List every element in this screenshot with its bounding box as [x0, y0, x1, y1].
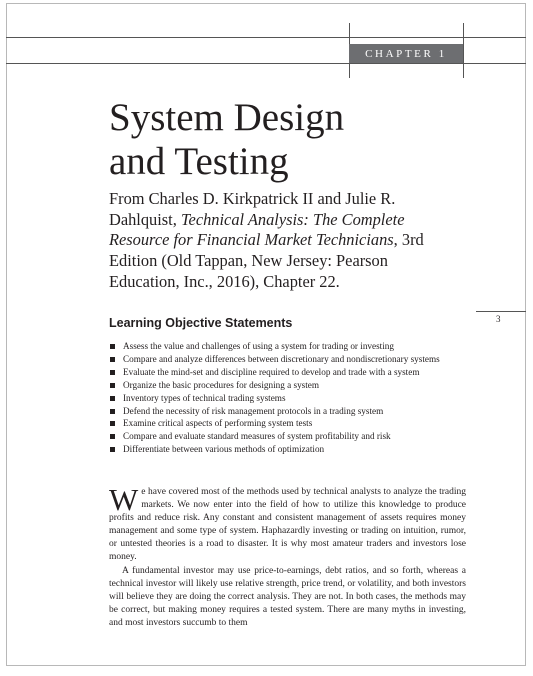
bullet-square-icon [110, 383, 115, 388]
source-citation [109, 189, 459, 293]
tab-right-tick [463, 23, 464, 78]
chapter-title-line2: and Testing [109, 140, 289, 183]
list-item [109, 353, 469, 366]
list-item [109, 417, 469, 430]
list-item-text: Defend the necessity of risk management protocols in a trading system [123, 405, 384, 416]
list-item [109, 379, 469, 392]
paragraph-2: A fundamental investor may use price-to-earnings, debt ratios, and so forth, whereas a technical investor will likely use relative strength, price trend, or volatility, and both investors will believe they are doing the correct analysis. They are not. In both cases, the methods may be correct, but making money requires a tested system. There are many myths in investing, and most investors succumb to them [109, 565, 466, 628]
bullet-square-icon [110, 357, 115, 362]
source-prefix: From Charles D. Kirkpatrick II and Julie R. Dahlquist, [109, 189, 396, 229]
page-number-rule [476, 311, 526, 312]
bullet-square-icon [110, 434, 115, 439]
list-item [109, 392, 469, 405]
learning-objectives-list [109, 340, 469, 456]
paragraph-1-text: e have covered most of the methods used by technical analysts to analyze the trading markets. We now enter into the field of how to utilize this knowledge to produce profits and reduce risk. Any constant and consistent management of assets requires money management and some type of system. Haphazardly investing or trading on intuition, rumor, or untested theories is a road to disaster. It is why most amateur traders and investors lose money. [109, 487, 466, 563]
list-item-text: Compare and evaluate standard measures of system profitability and risk [123, 431, 391, 442]
source-book-title: Technical Analysis: The Complete Resource for Financial Market Technicians [109, 209, 405, 250]
list-item-text: Differentiate between various methods of optimization [123, 444, 325, 455]
page-number: 3 [496, 314, 501, 324]
source-suffix: , 3rd Edition (Old Tappan, New Jersey: Pearson Education, Inc., 2016), Chapter 22. [109, 230, 424, 291]
learning-objectives-heading: Learning Objective Statements [109, 316, 293, 330]
chapter-label: CHAPTER 1 [349, 44, 463, 63]
tab-rule [6, 63, 526, 64]
body-text [109, 482, 466, 630]
bullet-square-icon [110, 370, 115, 375]
bullet-square-icon [110, 396, 115, 401]
drop-cap: W [109, 482, 139, 517]
bullet-square-icon [110, 344, 115, 349]
list-item-text: Evaluate the mind-set and discipline required to develop and trade with a system [123, 366, 420, 377]
bullet-square-icon [110, 409, 115, 414]
list-item-text: Inventory types of technical trading systems [123, 392, 286, 403]
chapter-title [109, 96, 344, 184]
list-item [109, 340, 469, 353]
list-item [109, 443, 469, 456]
top-rule [6, 37, 526, 38]
chapter-title-line1: System Design [109, 96, 345, 139]
list-item [109, 430, 469, 443]
list-item [109, 405, 469, 418]
list-item-text: Assess the value and challenges of using a system for trading or investing [123, 341, 394, 351]
bullet-square-icon [110, 447, 115, 452]
list-item-text: Examine critical aspects of performing system tests [123, 418, 313, 429]
paragraph-1 [109, 482, 466, 565]
bullet-square-icon [110, 421, 115, 426]
list-item-text: Compare and analyze differences between discretionary and nondiscretionary systems [123, 353, 440, 364]
list-item [109, 366, 469, 379]
list-item-text: Organize the basic procedures for designing a system [123, 379, 320, 390]
